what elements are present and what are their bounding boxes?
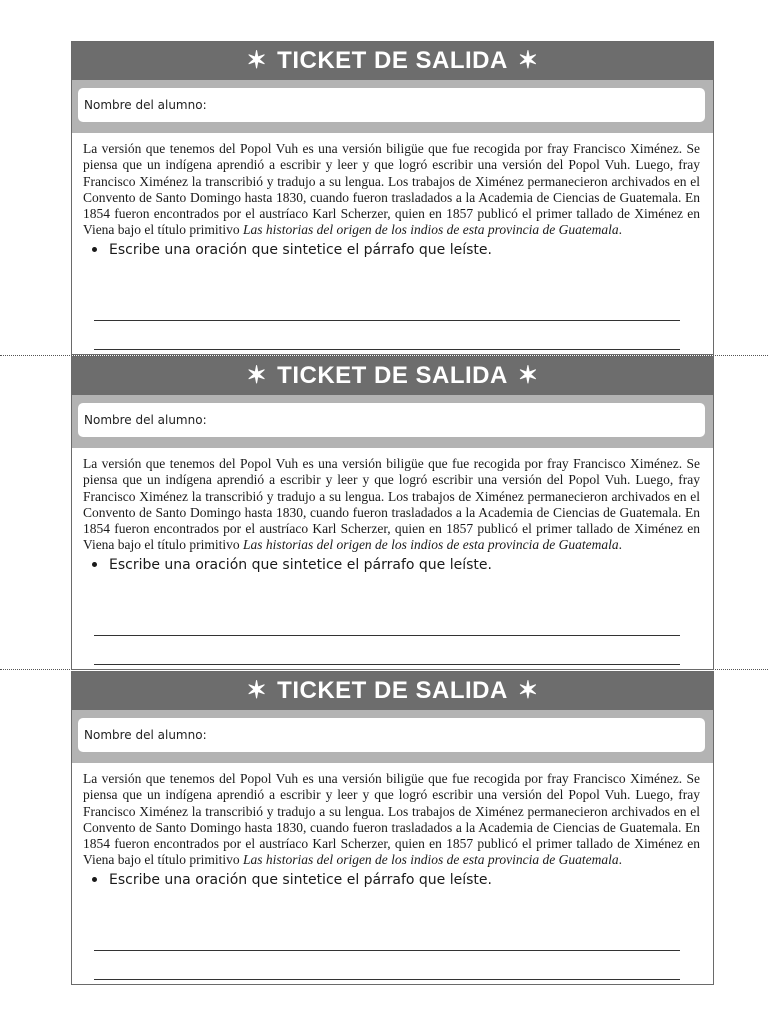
star-icon: ✶ (246, 362, 268, 389)
exit-ticket (71, 41, 714, 355)
answer-line[interactable] (94, 979, 680, 980)
star-icon: ✶ (517, 47, 539, 74)
answer-line[interactable] (94, 320, 680, 321)
answer-line[interactable] (94, 349, 680, 350)
star-icon: ✶ (246, 677, 268, 704)
instruction-item (92, 872, 700, 888)
answer-line[interactable] (94, 635, 680, 636)
student-name-band (72, 80, 713, 133)
instruction-text: Escribe una oración que sintetice el párrafo que leíste. (109, 871, 492, 888)
ticket-content (72, 448, 713, 573)
paragraph-end: . (618, 537, 623, 553)
star-icon: ✶ (517, 677, 539, 704)
reading-paragraph (83, 141, 700, 239)
paragraph-book-title: Las historias del origen de los indios de esta provincia de Guatemala (243, 852, 619, 868)
instruction-item (92, 557, 700, 573)
reading-paragraph (83, 456, 700, 554)
paragraph-book-title: Las historias del origen de los indios de esta provincia de Guatemala (243, 222, 619, 238)
ticket-title: TICKET DE SALIDA (277, 362, 508, 389)
ticket-header (72, 672, 713, 710)
answer-line[interactable] (94, 950, 680, 951)
student-name-band (72, 710, 713, 763)
answer-line[interactable] (94, 664, 680, 665)
student-name-label: Nombre del alumno: (84, 413, 207, 427)
instruction-text: Escribe una oración que sintetice el párrafo que leíste. (109, 556, 492, 573)
paragraph-book-title: Las historias del origen de los indios de esta provincia de Guatemala (243, 537, 619, 553)
student-name-label: Nombre del alumno: (84, 98, 207, 112)
paragraph-text: La versión que tenemos del Popol Vuh es una versión biligüe que fue recogida por fray Francisco Ximénez. Se piensa que un indígena aprendió a escribir y leer y que logró escribir una versión del Popol Vuh. Luego, fray Francisco Ximénez la transcribió y tradujo a su lengua. Los trabajos de Ximénez permanecieron archivados en el Convento de Santo Domingo hasta 1830, cuando fueron trasladados a la Academia de Ciencias de Guatemala. En 1854 fueron encontrados por el austríaco Karl Scherzer, quien en 1857 publicó el primer tallado de Ximénez en Viena bajo el título primitivo (83, 456, 700, 553)
student-name-field[interactable] (78, 718, 705, 752)
student-name-band (72, 395, 713, 448)
ticket-content (72, 133, 713, 258)
instruction-text: Escribe una oración que sintetice el párrafo que leíste. (109, 241, 492, 258)
exit-ticket (71, 356, 714, 670)
star-icon: ✶ (246, 47, 268, 74)
paragraph-text: La versión que tenemos del Popol Vuh es una versión biligüe que fue recogida por fray Francisco Ximénez. Se piensa que un indígena aprendió a escribir y leer y que logró escribir una versión del Popol Vuh. Luego, fray Francisco Ximénez la transcribió y tradujo a su lengua. Los trabajos de Ximénez permanecieron archivados en el Convento de Santo Domingo hasta 1830, cuando fueron trasladados a la Academia de Ciencias de Guatemala. En 1854 fueron encontrados por el austríaco Karl Scherzer, quien en 1857 publicó el primer tallado de Ximénez en Viena bajo el título primitivo (83, 771, 700, 868)
ticket-title: TICKET DE SALIDA (277, 677, 508, 704)
ticket-content (72, 763, 713, 888)
student-name-field[interactable] (78, 88, 705, 122)
ticket-header (72, 357, 713, 395)
student-name-label: Nombre del alumno: (84, 728, 207, 742)
instruction-item (92, 242, 700, 258)
student-name-field[interactable] (78, 403, 705, 437)
paragraph-end: . (618, 852, 623, 868)
paragraph-text: La versión que tenemos del Popol Vuh es una versión biligüe que fue recogida por fray Francisco Ximénez. Se piensa que un indígena aprendió a escribir y leer y que logró escribir una versión del Popol Vuh. Luego, fray Francisco Ximénez la transcribió y tradujo a su lengua. Los trabajos de Ximénez permanecieron archivados en el Convento de Santo Domingo hasta 1830, cuando fueron trasladados a la Academia de Ciencias de Guatemala. En 1854 fueron encontrados por el austríaco Karl Scherzer, quien en 1857 publicó el primer tallado de Ximénez en Viena bajo el título primitivo (83, 141, 700, 238)
reading-paragraph (83, 771, 700, 869)
ticket-header (72, 42, 713, 80)
star-icon: ✶ (517, 362, 539, 389)
bullet-icon (92, 877, 97, 882)
exit-ticket (71, 671, 714, 985)
paragraph-end: . (618, 222, 623, 238)
ticket-title: TICKET DE SALIDA (277, 47, 508, 74)
bullet-icon (92, 247, 97, 252)
bullet-icon (92, 562, 97, 567)
